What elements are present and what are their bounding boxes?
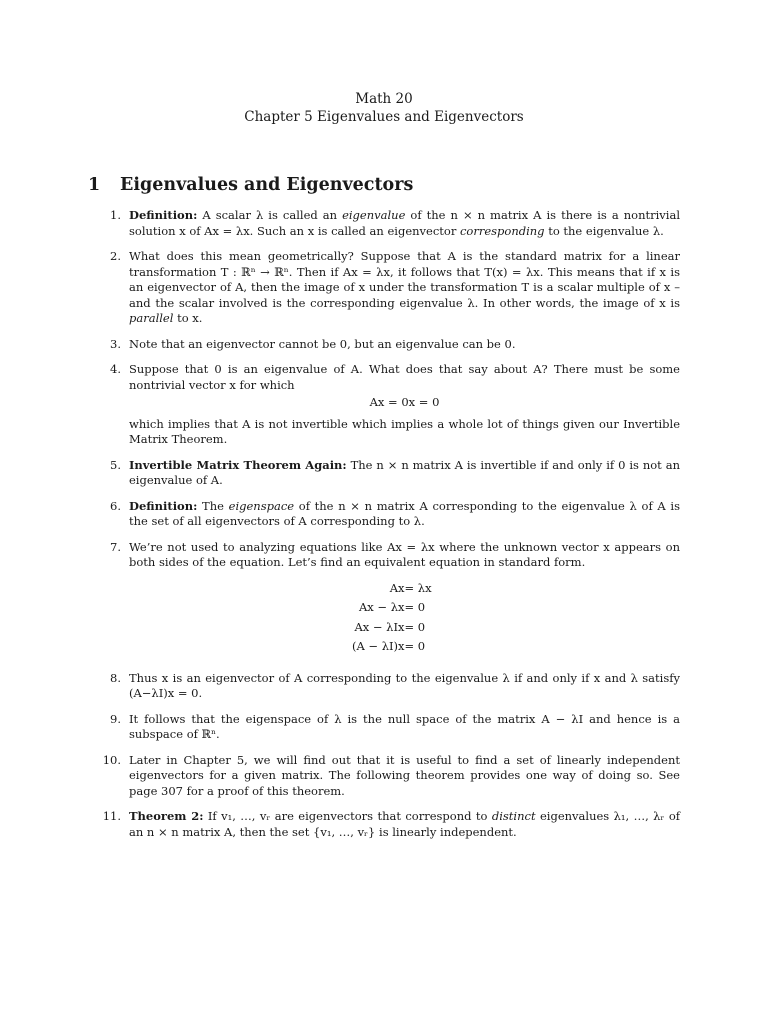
- equation-block: [335, 581, 475, 655]
- item-text: of the n × n matrix A corresponding to the eigenvalue λ of A is the set of all eigenvectors of A corresponding to λ.: [129, 498, 680, 528]
- item-number: 2.: [110, 249, 121, 263]
- item-number: 6.: [110, 498, 121, 513]
- item-emphasis: eigenvalue: [342, 208, 406, 222]
- item-body: [129, 208, 680, 239]
- item-number: 5.: [110, 457, 121, 472]
- equation-rhs: = 0: [404, 619, 426, 634]
- numbered-list: [88, 208, 680, 850]
- item-emphasis: distinct: [491, 809, 536, 823]
- list-item: [88, 809, 680, 840]
- list-item: [88, 458, 680, 489]
- item-number: 4.: [110, 362, 121, 376]
- item-body: [129, 458, 680, 489]
- title-block: [0, 90, 768, 126]
- item-emphasis: corresponding: [459, 223, 545, 238]
- item-text: The: [197, 498, 229, 513]
- item-body: [129, 249, 680, 327]
- list-item: [88, 712, 680, 743]
- item-text: What does this mean geometrically? Suppose that A is the standard matrix for a linear transformation T : ℝⁿ → ℝⁿ. Then if Ax = λx, it follows that T(x) = λx. This means that if x is an eigenvector of A, then the image of x under the transformation T is a scalar multiple of x – and the scalar involved is the corresponding eigenvalue λ. In other words, the image of x is: [129, 249, 680, 310]
- item-body: [129, 540, 680, 661]
- item-emphasis: eigenspace: [228, 498, 295, 513]
- item-number: 3.: [110, 336, 121, 351]
- item-text: to the eigenvalue λ.: [544, 223, 664, 238]
- item-body: It follows that the eigenspace of λ is the null space of the matrix A − λI and hence is a subspace of ℝⁿ.: [129, 711, 680, 741]
- equation-lhs: (A − λI)x: [351, 639, 405, 653]
- item-number: 11.: [102, 809, 121, 823]
- section-title: Eigenvalues and Eigenvectors: [120, 175, 414, 195]
- item-body: Thus x is an eigenvector of A corresponding to the eigenvalue λ if and only if x and λ satisfy (A−λI)x = 0.: [129, 670, 680, 700]
- list-item: [88, 499, 680, 530]
- equation-lhs: Ax: [389, 580, 405, 595]
- section-number: 1: [88, 175, 101, 195]
- item-body: Later in Chapter 5, we will find out that it is useful to find a set of linearly independent eigenvectors for a given matrix. The following theorem provides one way of doing so. See page 307 for a proof of this theorem.: [129, 752, 680, 798]
- course-title: Math 20: [355, 91, 413, 107]
- list-item: [88, 208, 680, 239]
- equation-rhs: = λx: [404, 580, 432, 595]
- item-text: eigenvalues λ₁, …, λᵣ of an n × n matrix A, then the set {v₁, …, vᵣ} is linearly independent.: [129, 809, 681, 839]
- item-label: Theorem 2:: [129, 809, 204, 823]
- item-body: Note that an eigenvector cannot be 0, but an eigenvalue can be 0.: [129, 336, 516, 351]
- item-number: 1.: [110, 208, 121, 222]
- item-label: Invertible Matrix Theorem Again:: [129, 457, 347, 472]
- display-equation: Ax = 0x = 0: [369, 395, 440, 409]
- item-label: Definition:: [129, 498, 198, 513]
- list-item: [88, 337, 680, 353]
- list-item: [88, 540, 680, 661]
- item-number: 7.: [110, 539, 121, 554]
- equation-lhs: Ax − λIx: [354, 619, 405, 634]
- item-emphasis: parallel: [129, 311, 174, 325]
- list-item: [88, 362, 680, 448]
- equation-lhs: Ax − λx: [358, 600, 405, 614]
- list-item: [88, 249, 680, 327]
- item-text: If v₁, …, vᵣ are eigenvectors that correspond to: [203, 809, 492, 823]
- item-text: to x.: [173, 311, 203, 325]
- equation-rhs: = 0: [404, 600, 426, 614]
- item-body: [129, 809, 680, 840]
- equation-rhs: = 0: [404, 639, 426, 653]
- item-text: of the n × n matrix A is there is a nontrivial solution x of Ax = λx. Such an x is called an eigenvector: [129, 208, 681, 238]
- section-heading: [88, 175, 413, 195]
- item-text: We’re not used to analyzing equations like Ax = λx where the unknown vector x appears on both sides of the equation. Let’s find an equivalent equation in standard form.: [129, 539, 680, 569]
- item-body: [129, 499, 680, 530]
- item-number: 9.: [110, 711, 121, 726]
- list-item: [88, 671, 680, 702]
- chapter-title: Chapter 5 Eigenvalues and Eigenvectors: [244, 109, 524, 125]
- item-text: The n × n matrix A is invertible if and only if 0 is not an eigenvalue of A.: [129, 457, 680, 487]
- item-number: 10.: [102, 752, 121, 767]
- item-body: [129, 362, 680, 448]
- list-item: [88, 753, 680, 800]
- item-text: A scalar λ is called an: [197, 208, 343, 222]
- item-label: Definition:: [129, 208, 198, 222]
- item-number: 8.: [110, 670, 121, 685]
- item-text: Suppose that 0 is an eigenvalue of A. What does that say about A? There must be some nontrivial vector x for which: [129, 362, 680, 392]
- item-text: which implies that A is not invertible which implies a whole lot of things given our Invertible Matrix Theorem.: [129, 416, 680, 446]
